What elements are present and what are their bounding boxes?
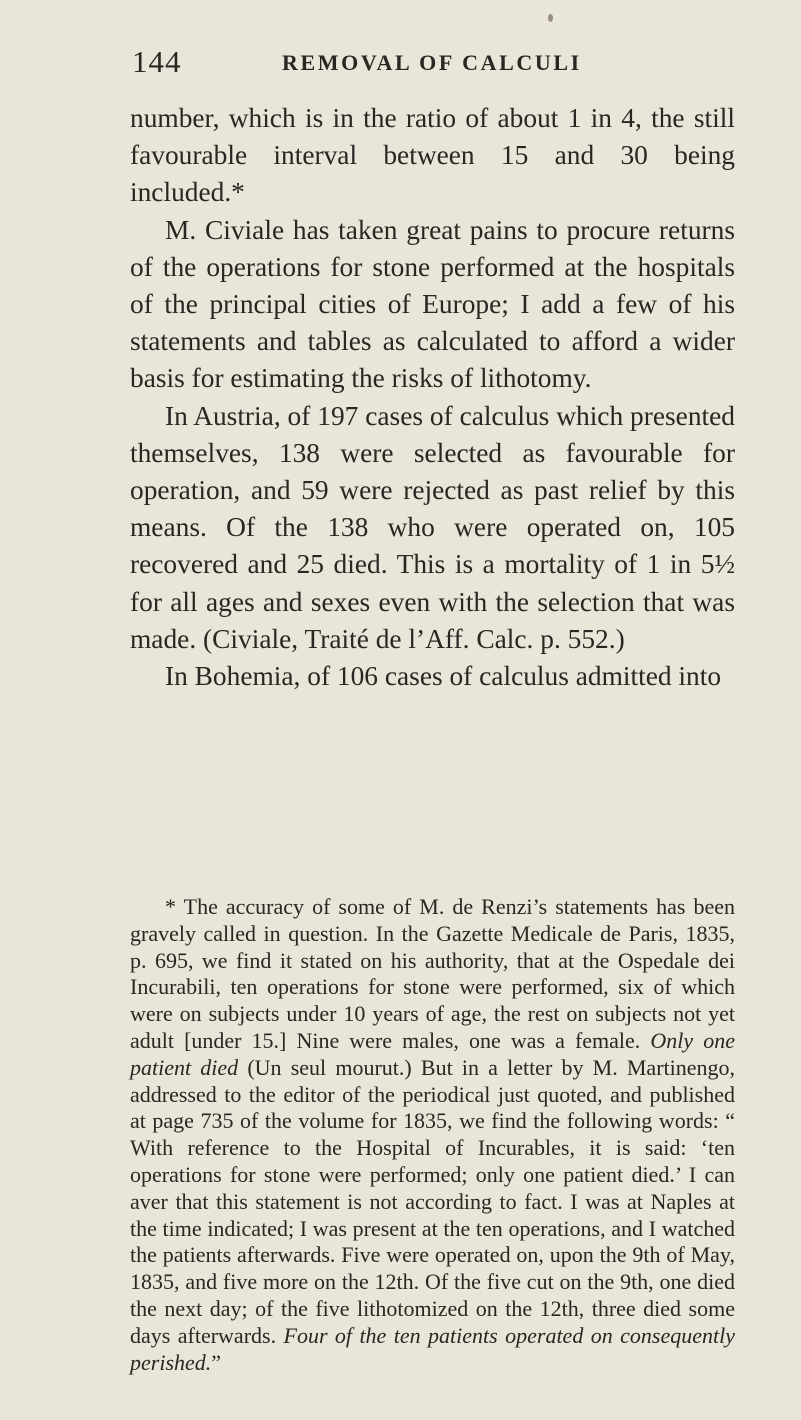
paragraph-2: M. Civiale has taken great pains to procure returns of the operations for stone performed at the hospitals of the principal cities of Europe; I add a few of his statements and tables as calculated to afford a wider basis for estimating the risks of lithotomy. [130, 214, 735, 394]
page-number: 144 [132, 44, 182, 79]
footnote-closing-quote: ” [211, 1349, 222, 1375]
paragraph-3: In Austria, of 197 cases of calculus which presented themselves, 138 were selected as favourable for operation, and 59 were rejected as past relief by this means. Of the 138 who were operated on, 105 recovered and 25 died. This is a mortality of 1 in 5½ for all ages and sexes even with the selection that was made. (Civiale, Traité de l’Aff. Calc. p. 552.) [130, 400, 735, 654]
footnote-text-1: * The accuracy of some of M. de Renzi’s statements has been gravely called in question. In the Gazette Medicale de Paris, 1835, p. 695, we find it stated on his authority, that at the Ospedale dei Incurabili, ten operations for stone were performed, six of which were on subjects under 10 years of age, the rest on subjects not yet adult [under 15.] Nine were males, one was a female. [130, 894, 735, 1053]
footnote-paragraph [130, 894, 735, 1376]
footnote-italic-2: Four of the ten patients operated on consequently perished. [130, 1322, 735, 1375]
footnote-text-2: (Un seul mourut.) But in a letter by M. Martinengo, addressed to the editor of the periodical just quoted, and published at page 735 of the volume for 1835, we find the following words: “ With reference to the Hospital of Incurables, it is said: ‘ten operations for stone were performed; only one patient died.’ I can aver that this statement is not according to fact. I was at Naples at the time indicated; I was present at the ten operations, and I watched the patients afterwards. Five were operated on, upon the 9th of May, 1835, and five more on the 12th. Of the five cut on the 9th, one died the next day; of the five lithotomized on the 12th, three died some days afterwards. [130, 1054, 736, 1348]
running-title: REMOVAL OF CALCULI [282, 50, 582, 75]
paragraph-1: number, which is in the ratio of about 1 in 4, the still favourable interval between 15 and 30 being included.* [130, 103, 735, 208]
body-text [130, 100, 735, 695]
running-head [132, 44, 732, 84]
footnote-italic-1: Only one patient died [130, 1027, 735, 1080]
footnote [130, 894, 735, 1376]
paragraph-4: In Bohemia, of 106 cases of calculus admitted into [165, 661, 722, 692]
ink-spot [548, 14, 553, 22]
